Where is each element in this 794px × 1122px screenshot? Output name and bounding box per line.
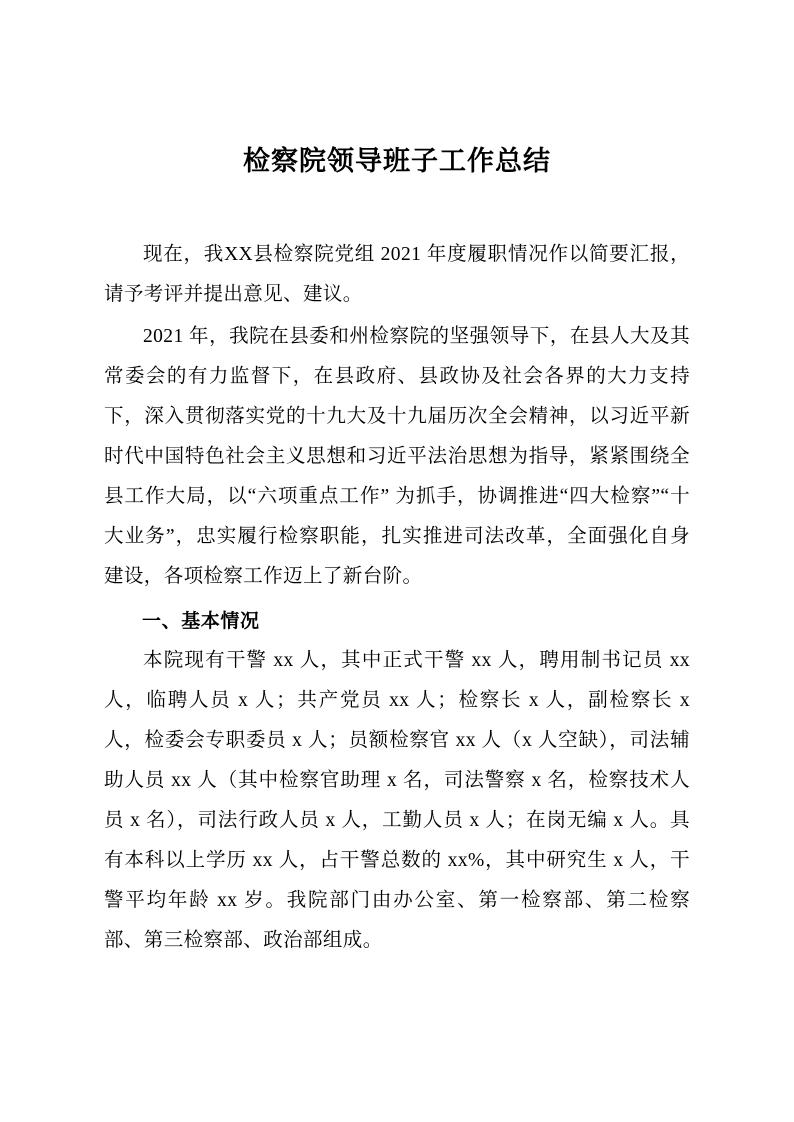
page-title: 检察院领导班子工作总结 [243, 146, 551, 177]
document-body [104, 235, 690, 961]
paragraph-staffing: 本院现有干警 xx 人，其中正式干警 xx 人，聘用制书记员 xx 人，临聘人员 x 人；共产党员 xx 人；检察长 x 人，副检察长 x 人，检委会专职委员 x 人；员额检察官 xx 人（x 人空缺），司法辅助人员 xx 人（其中检察官助理 x 名，司法警察 x 名，检察技术人员 x 名），司法行政人员 x 人，工勤人员 x 人；在岗无编 x 人。具有本科以上学历 xx 人，占干警总数的 xx%，其中研究生 x 人，干警平均年龄 xx 岁。我院部门由办公室、第一检察部、第二检察部、第三检察部、政治部组成。 [104, 649, 690, 951]
paragraph-intro: 现在，我XX县检察院党组 2021 年度履职情况作以简要汇报，请予考评并提出意见、建议。 [104, 243, 690, 305]
section-heading-basic-situation: 一、基本情况 [142, 609, 260, 632]
paragraph-overview: 2021 年，我院在县委和州检察院的坚强领导下，在县人大及其常委会的有力监督下，在县政府、县政协及社会各界的大力支持下，深入贯彻落实党的十九大及十九届历次全会精神，以习近平新时代中国特色社会主义思想和习近平法治思想为指导，紧紧围绕全县工作大局，以“六项重点工作” 为抓手，协调推进“四大检察”“十大业务”，忠实履行检察职能，扎实推进司法改革，全面强化自身建设，各项检察工作迈上了新台阶。 [104, 325, 690, 587]
